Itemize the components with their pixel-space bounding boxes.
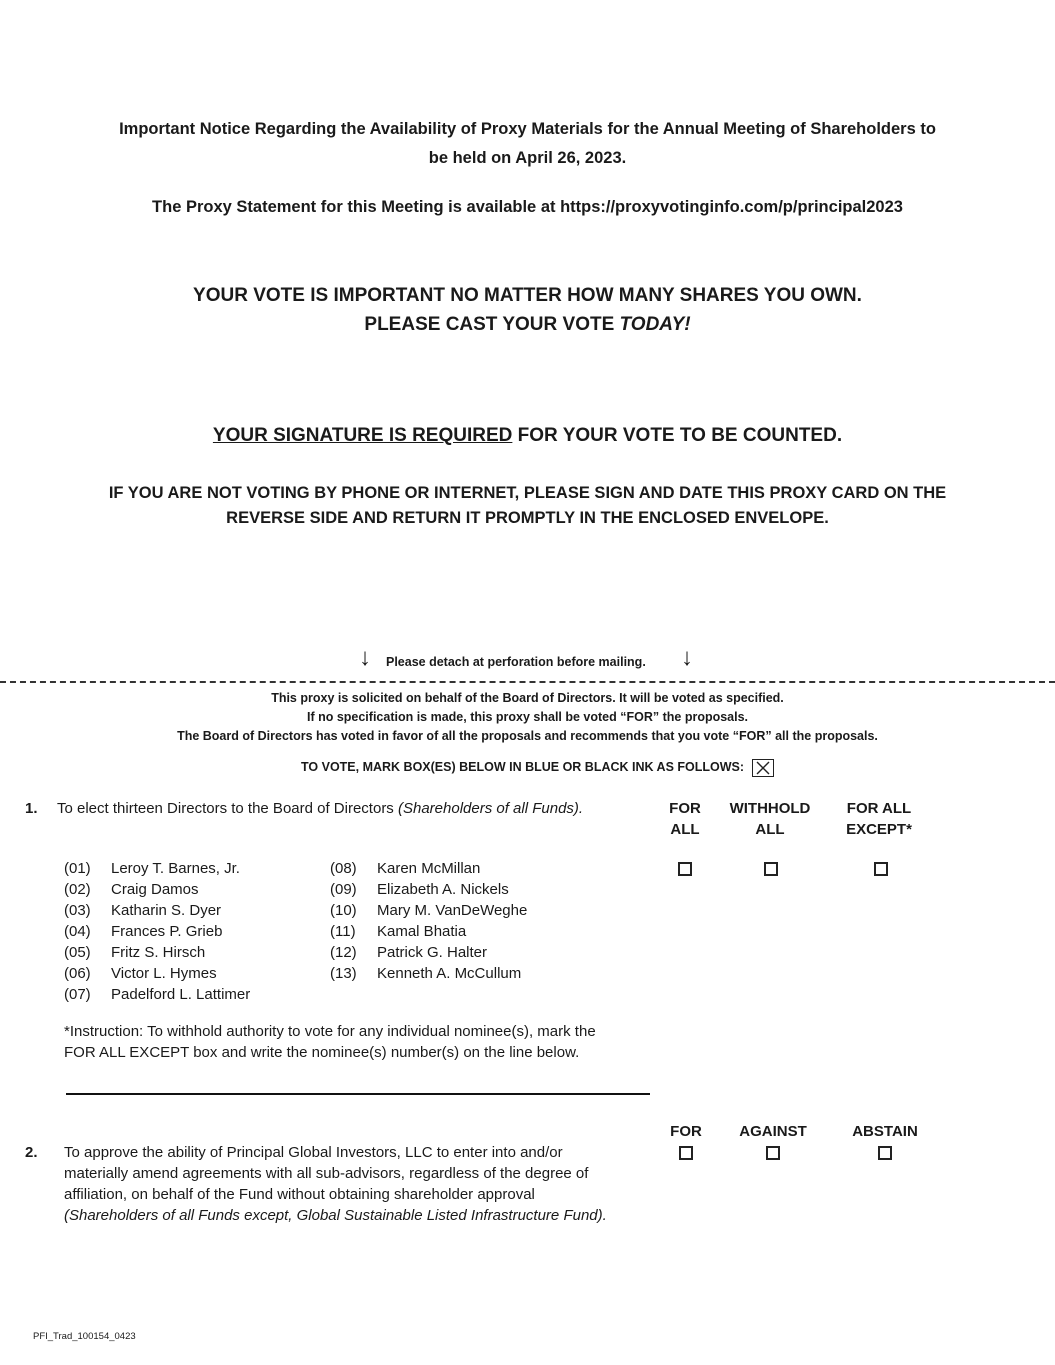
list-item: (04) Frances P. Grieb (64, 923, 223, 940)
vote-important (0, 281, 1055, 339)
notice-line-1: Important Notice Regarding the Availability of Proxy Materials for the Annual Meeting of Shareholders to (119, 120, 936, 138)
proposal-2-line-2: materially amend agreements with all sub-advisors, regardless of the degree of (64, 1165, 589, 1182)
footer-code: PFI_Trad_100154_0423 (33, 1331, 136, 1342)
withhold-instruction-line-1: *Instruction: To withhold authority to vote for any individual nominee(s), mark the (64, 1023, 596, 1040)
proxy-info-line-3: The Board of Directors has voted in favor of all the proposals and recommends that you vote “FOR” all the proposals. (177, 729, 878, 743)
proposal-1-text-main: To elect thirteen Directors to the Board of Directors (57, 800, 398, 817)
proposal-1-text-emph: (Shareholders of all Funds). (397, 800, 584, 817)
detach-arrow-left-icon: ↓ (359, 644, 371, 671)
list-item: (05) Fritz S. Hirsch (64, 944, 206, 961)
proposal-2-line-3: affiliation, on behalf of the Fund without obtaining shareholder approval (64, 1186, 535, 1203)
list-item: (01) Leroy T. Barnes, Jr. (64, 860, 240, 877)
column-abstain: ABSTAIN (852, 1123, 918, 1140)
list-item: (13) Kenneth A. McCullum (330, 965, 522, 982)
column-against: AGAINST (739, 1123, 807, 1140)
mark-instruction (301, 758, 774, 777)
proposal-2-line-1: To approve the ability of Principal Global Investors, LLC to enter into and/or (64, 1144, 563, 1161)
proposal-1-number: 1. (25, 800, 38, 817)
column-for-all-line-2: ALL (670, 821, 700, 838)
proxy-info (0, 689, 1055, 746)
withhold-instruction-line-2: FOR ALL EXCEPT box and write the nominee(s) number(s) on the line below. (64, 1044, 580, 1061)
mark-instruction-text: TO VOTE, MARK BOX(ES) BELOW IN BLUE OR BLACK INK AS FOLLOWS: (301, 760, 745, 774)
list-item: (03) Katharin S. Dyer (64, 902, 222, 919)
column-for-all-except-line-1: FOR ALL (846, 800, 912, 817)
proxy-info-line-2: If no specification is made, this proxy shall be voted “FOR” the proposals. (306, 710, 749, 724)
checkbox-for-all-except[interactable] (874, 862, 888, 876)
signing-instruction (0, 481, 1055, 531)
list-item: (06) Victor L. Hymes (64, 965, 217, 982)
proposal-2-number: 2. (25, 1144, 38, 1161)
proposal-1-text (57, 798, 583, 819)
list-item: (08) Karen McMillan (330, 860, 481, 877)
proxy-statement-line (0, 193, 1055, 222)
vote-important-line-1: YOUR VOTE IS IMPORTANT NO MATTER HOW MANY SHARES YOU OWN. (193, 285, 862, 306)
perforation-line (0, 681, 1055, 683)
list-item: (07) Padelford L. Lattimer (64, 986, 251, 1003)
signing-instruction-line-1: IF YOU ARE NOT VOTING BY PHONE OR INTERNET, PLEASE SIGN AND DATE THIS PROXY CARD ON THE (108, 484, 947, 502)
list-item: (10) Mary M. VanDeWeghe (330, 902, 528, 919)
list-item: (11) Kamal Bhatia (330, 923, 467, 940)
checkbox-against[interactable] (766, 1146, 780, 1160)
vote-today-prefix: PLEASE CAST YOUR VOTE (364, 314, 620, 335)
detach-arrow-right-icon: ↓ (681, 644, 693, 671)
signature-required-underlined: YOUR SIGNATURE IS REQUIRED (212, 425, 513, 446)
nominee-write-in-line[interactable] (66, 1093, 650, 1095)
proposal-2-line-4 (64, 1205, 607, 1226)
column-for-all-except (834, 798, 924, 840)
nominee-list-right (330, 858, 527, 984)
checkbox-for-all[interactable] (678, 862, 692, 876)
notice (0, 115, 1055, 173)
vote-today-emph: TODAY! (619, 314, 691, 335)
signature-required-rest: FOR YOUR VOTE TO BE COUNTED. (512, 425, 843, 446)
column-for-all-except-line-2: EXCEPT* (846, 821, 912, 838)
checkbox-abstain[interactable] (878, 1146, 892, 1160)
nominee-list-left (64, 858, 250, 1005)
x-mark-example-icon (752, 759, 774, 777)
column-for-all-line-1: FOR (669, 800, 701, 817)
column-withhold-all-line-1: WITHHOLD (729, 800, 811, 817)
proposal-2-line-4-emph: (Shareholders of all Funds except, Global Sustainable Listed Infrastructure Fund). (64, 1207, 607, 1224)
proxy-info-line-1: This proxy is solicited on behalf of the Board of Directors. It will be voted as specified. (271, 691, 784, 705)
column-for-all (655, 798, 715, 840)
signing-instruction-line-2: REVERSE SIDE AND RETURN IT PROMPTLY IN THE ENCLOSED ENVELOPE. (226, 509, 829, 527)
notice-line-2: be held on April 26, 2023. (428, 149, 627, 167)
column-withhold-all-line-2: ALL (755, 821, 785, 838)
column-for: FOR (670, 1123, 702, 1140)
list-item: (12) Patrick G. Halter (330, 944, 488, 961)
list-item: (09) Elizabeth A. Nickels (330, 881, 509, 898)
column-withhold-all (720, 798, 820, 840)
withhold-instruction (64, 1021, 596, 1063)
proxy-statement-link[interactable]: available at https://proxyvotinginfo.com/p/principal2023 (466, 198, 903, 216)
proposal-2-text (64, 1142, 607, 1226)
vote-important-line-2 (0, 310, 1055, 339)
checkbox-withhold-all[interactable] (764, 862, 778, 876)
detach-label: Please detach at perforation before mailing. (386, 655, 646, 669)
checkbox-for[interactable] (679, 1146, 693, 1160)
list-item: (02) Craig Damos (64, 881, 199, 898)
proxy-statement-prefix: The Proxy Statement for this Meeting is (152, 198, 467, 216)
signature-required (0, 425, 1055, 447)
